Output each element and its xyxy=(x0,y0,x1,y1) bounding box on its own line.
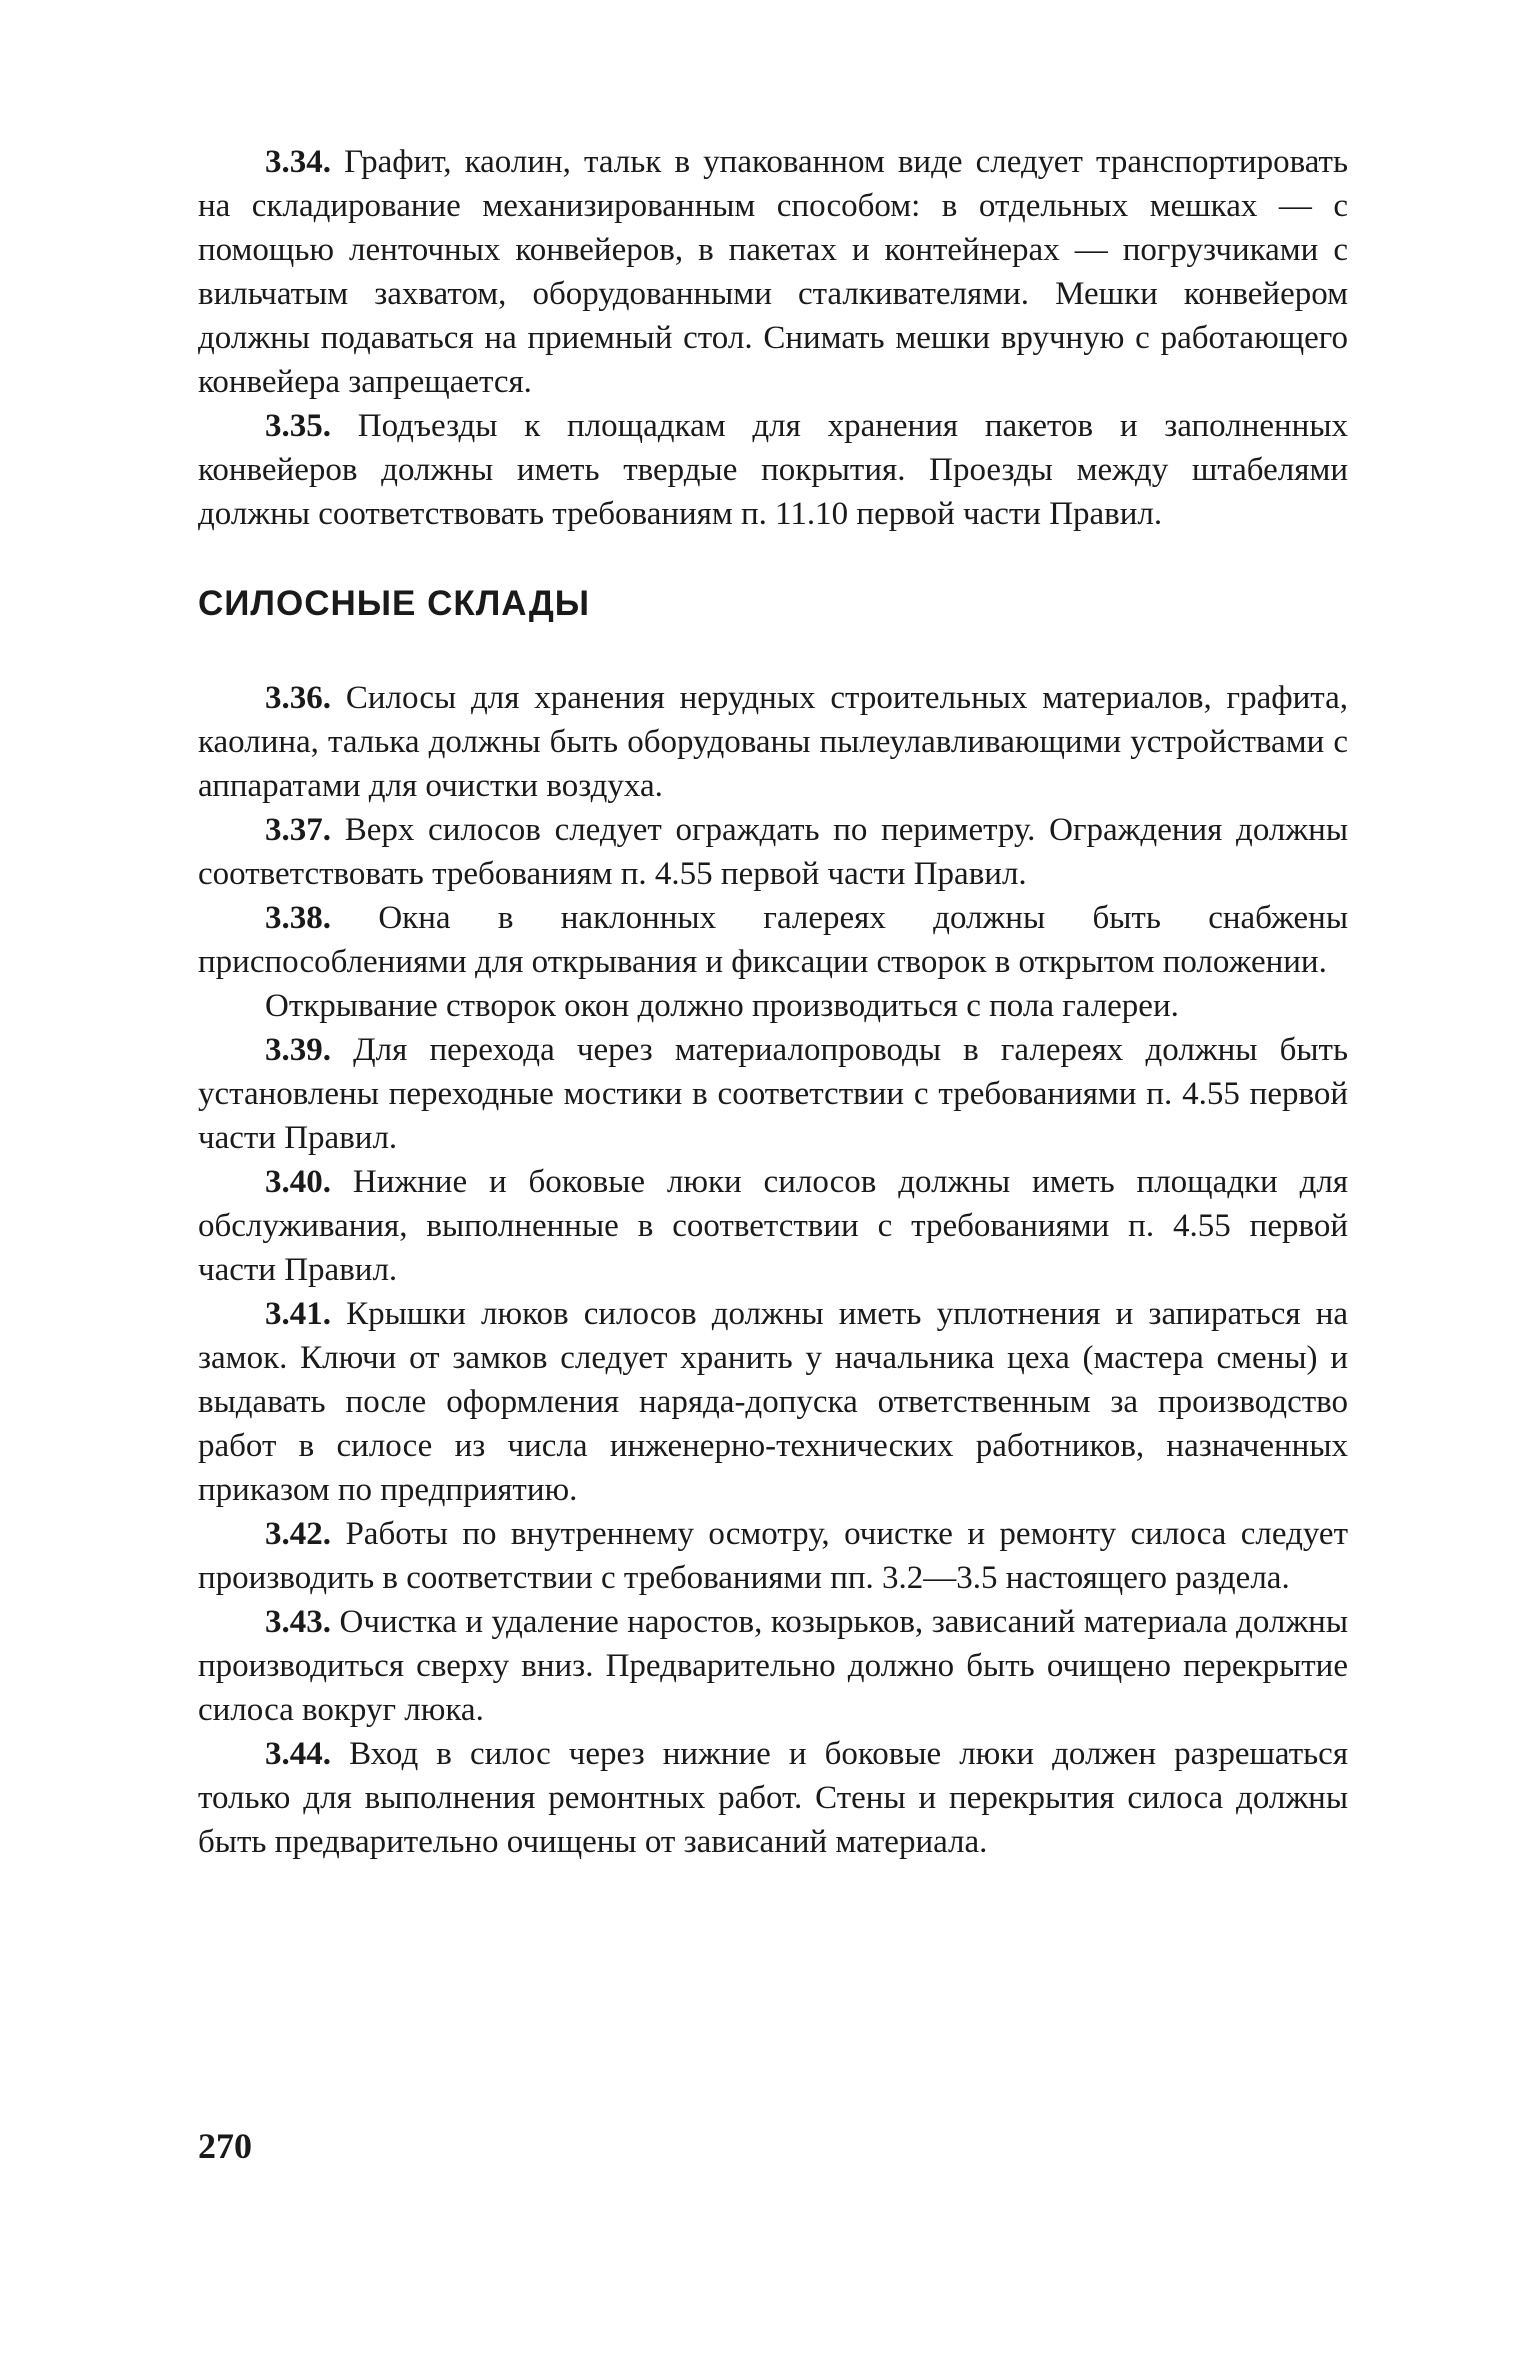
clause-text: Нижние и боковые люки силосов должны иметь площадки для обслуживания, выполненные в соответствии с требованиями п. 4.55 первой части Правил. xyxy=(198,1164,1349,1288)
paragraph-3-39 xyxy=(198,1028,1348,1160)
clause-number: 3.44. xyxy=(265,1736,331,1772)
paragraph-3-35 xyxy=(198,404,1348,536)
paragraph-3-38 xyxy=(198,896,1348,984)
clause-text: Открывание створок окон должно производиться с пола галереи. xyxy=(265,988,1179,1024)
clause-number: 3.42. xyxy=(265,1516,331,1552)
clause-text: Крышки люков силосов должны иметь уплотнения и запираться на замок. Ключи от замков следует хранить у начальника цеха (мастера смены) и выдавать после оформления наряда-допуска ответственным за производство работ в силосе из числа инженерно-технических работников, назначенных приказом по предприятию. xyxy=(198,1296,1349,1508)
clause-number: 3.37. xyxy=(265,812,331,848)
paragraph-3-42 xyxy=(198,1512,1348,1600)
clause-number: 3.35. xyxy=(265,408,331,444)
paragraph-3-44 xyxy=(198,1732,1348,1864)
section-heading: СИЛОСНЫЕ СКЛАДЫ xyxy=(198,584,591,623)
paragraph-3-36 xyxy=(198,676,1348,808)
clause-number: 3.34. xyxy=(265,144,331,180)
clause-text: Для перехода через материалопроводы в галереях должны быть установлены переходные мостики в соответствии с требованиями п. 4.55 первой части Правил. xyxy=(198,1032,1349,1156)
clause-number: 3.41. xyxy=(265,1296,331,1332)
paragraph-3-43 xyxy=(198,1600,1348,1732)
clause-text: Очистка и удаление наростов, козырьков, зависаний материала должны производиться сверху вниз. Предварительно должно быть очищено перекрытие силоса вокруг люка. xyxy=(198,1604,1348,1728)
clause-number: 3.40. xyxy=(265,1164,331,1200)
page-number: 270 xyxy=(198,2126,252,2166)
page-body xyxy=(198,140,1348,1864)
clause-text: Работы по внутреннему осмотру, очистке и ремонту силоса следует производить в соответствии с требованиями пп. 3.2—3.5 настоящего раздела. xyxy=(198,1516,1349,1596)
clause-number: 3.36. xyxy=(265,680,331,716)
paragraph-3-34 xyxy=(198,140,1348,404)
clause-text: Графит, каолин, тальк в упакованном виде следует транспортировать на складирование механизированным способом: в отдельных мешках — с помощью ленточных конвейеров, в пакетах и контейнерах — погрузчиками с вильчатым захватом, оборудованными сталкивателями. Мешки конвейером должны подаваться на приемный стол. Снимать мешки вручную с работающего конвейера запрещается. xyxy=(198,144,1348,400)
clause-text: Окна в наклонных галереях должны быть снабжены приспособлениями для открывания и фиксации створок в открытом положении. xyxy=(198,900,1348,980)
clause-number: 3.43. xyxy=(265,1604,331,1640)
paragraph-3-38-continued xyxy=(198,984,1348,1028)
paragraph-3-41 xyxy=(198,1292,1348,1512)
clause-text: Верх силосов следует ограждать по периметру. Ограждения должны соответствовать требованиям п. 4.55 первой части Правил. xyxy=(198,812,1349,892)
paragraph-3-40 xyxy=(198,1160,1348,1292)
clause-text: Вход в силос через нижние и боковые люки должен разрешаться только для выполнения ремонтных работ. Стены и перекрытия силоса должны быть предварительно очищены от зависаний материала. xyxy=(198,1736,1349,1860)
paragraph-3-37 xyxy=(198,808,1348,896)
clause-number: 3.38. xyxy=(265,900,331,936)
clause-number: 3.39. xyxy=(265,1032,331,1068)
clause-text: Силосы для хранения нерудных строительных материалов, графита, каолина, талька должны быть оборудованы пылеулавливающими устройствами с аппаратами для очистки воздуха. xyxy=(198,680,1348,804)
clause-text: Подъезды к площадкам для хранения пакетов и заполненных конвейеров должны иметь твердые покрытия. Проезды между штабелями должны соответствовать требованиям п. 11.10 первой части Правил. xyxy=(198,408,1349,532)
